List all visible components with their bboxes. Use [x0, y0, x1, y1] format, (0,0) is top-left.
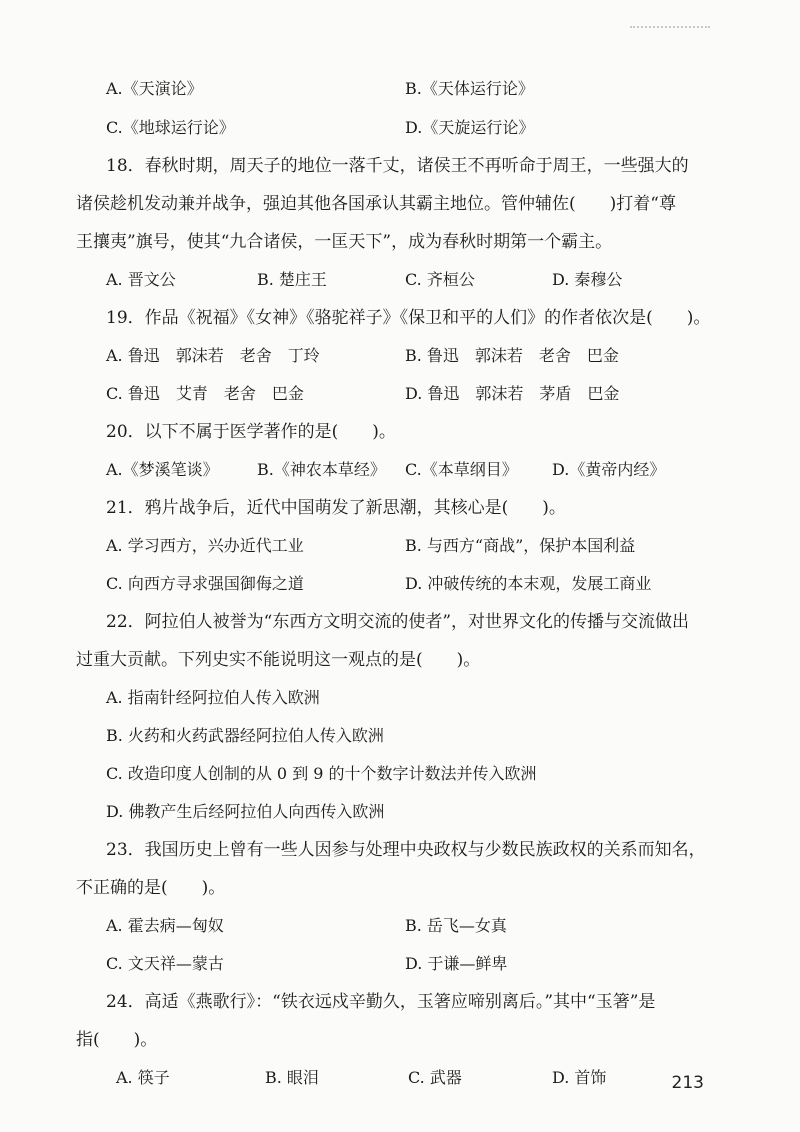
q24-option-c: C. 武器 [408, 1068, 462, 1087]
q23-option-c: C. 文天祥—蒙古 [106, 954, 224, 973]
q21-stem-line-1: 21．鸦片战争后，近代中国萌发了新思潮，其核心是( )。 [106, 498, 566, 518]
q18-stem-line-2: 诸侯趁机发动兼并战争，强迫其他各国承认其霸主地位。管仲辅佐( )打着“尊 [76, 194, 676, 214]
q19-option-a: A. 鲁迅 郭沫若 老舍 丁玲 [106, 346, 320, 365]
q18-option-a: A. 晋文公 [106, 270, 176, 289]
q23-option-b: B. 岳飞—女真 [405, 916, 507, 935]
q24-stem-line-1: 24．高适《燕歌行》：“铁衣远戍辛勤久，玉箸应啼别离后。”其中“玉箸”是 [106, 992, 656, 1012]
q20-option-d: D.《黄帝内经》 [552, 460, 666, 479]
q21-option-c: C. 向西方寻求强国御侮之道 [106, 574, 304, 593]
q24-option-a: A. 筷子 [116, 1068, 170, 1087]
q23-stem-line-1: 23．我国历史上曾有一些人因参与处理中央政权与少数民族政权的关系而知名， [106, 840, 706, 860]
q22-option-d: D. 佛教产生后经阿拉伯人向西传入欧洲 [106, 802, 385, 821]
q24-stem-line-2: 指( )。 [76, 1030, 158, 1050]
q19-stem-line-1: 19．作品《祝福》《女神》《骆驼祥子》《保卫和平的人们》的作者依次是( )。 [106, 308, 711, 328]
q24-option-d: D. 首饰 [552, 1068, 607, 1087]
q18-option-c: C. 齐桓公 [405, 270, 475, 289]
q19-option-c: C. 鲁迅 艾青 老舍 巴金 [106, 384, 304, 403]
q21-option-b: B. 与西方“商战”，保护本国利益 [405, 536, 636, 555]
q18-option-d: D. 秦穆公 [552, 270, 623, 289]
q24-option-b: B. 眼泪 [265, 1068, 319, 1087]
header-mark [630, 26, 710, 32]
q17-option-d: D.《天旋运行论》 [405, 118, 535, 137]
q22-option-c: C. 改造印度人创制的从 0 到 9 的十个数字计数法并传入欧洲 [106, 764, 537, 783]
q19-option-b: B. 鲁迅 郭沫若 老舍 巴金 [405, 346, 619, 365]
q19-option-d: D. 鲁迅 郭沫若 茅盾 巴金 [405, 384, 620, 403]
q18-option-b: B. 楚庄王 [257, 270, 327, 289]
page-number: 213 [671, 1073, 704, 1093]
q17-option-c: C.《地球运行论》 [106, 118, 235, 137]
q21-option-a: A. 学习西方，兴办近代工业 [106, 536, 304, 555]
q20-option-b: B.《神农本草经》 [257, 460, 386, 479]
q23-stem-line-2: 不正确的是( )。 [76, 878, 226, 898]
q23-option-a: A. 霍去病—匈奴 [106, 916, 224, 935]
q18-stem-line-3: 王攘夷”旗号，使其“九合诸侯，一匡天下”，成为春秋时期第一个霸主。 [76, 232, 613, 252]
q17-option-a: A.《天演论》 [106, 79, 203, 98]
q22-stem-line-1: 22．阿拉伯人被誉为“东西方文明交流的使者”，对世界文化的传播与交流做出 [106, 612, 690, 632]
q17-option-b: B.《天体运行论》 [405, 79, 534, 98]
q18-stem-line-1: 18．春秋时期，周天子的地位一落千丈，诸侯王不再听命于周王，一些强大的 [106, 156, 689, 176]
q22-option-b: B. 火药和火药武器经阿拉伯人传入欧洲 [106, 726, 384, 745]
q20-option-c: C.《本草纲目》 [405, 460, 518, 479]
q22-option-a: A. 指南针经阿拉伯人传入欧洲 [106, 688, 320, 707]
q20-stem-line-1: 20．以下不属于医学著作的是( )。 [106, 422, 396, 442]
q22-stem-line-2: 过重大贡献。下列史实不能说明这一观点的是( )。 [76, 650, 481, 670]
q20-option-a: A.《梦溪笔谈》 [106, 460, 219, 479]
q23-option-d: D. 于谦—鲜卑 [405, 954, 508, 973]
q21-option-d: D. 冲破传统的本末观，发展工商业 [405, 574, 652, 593]
